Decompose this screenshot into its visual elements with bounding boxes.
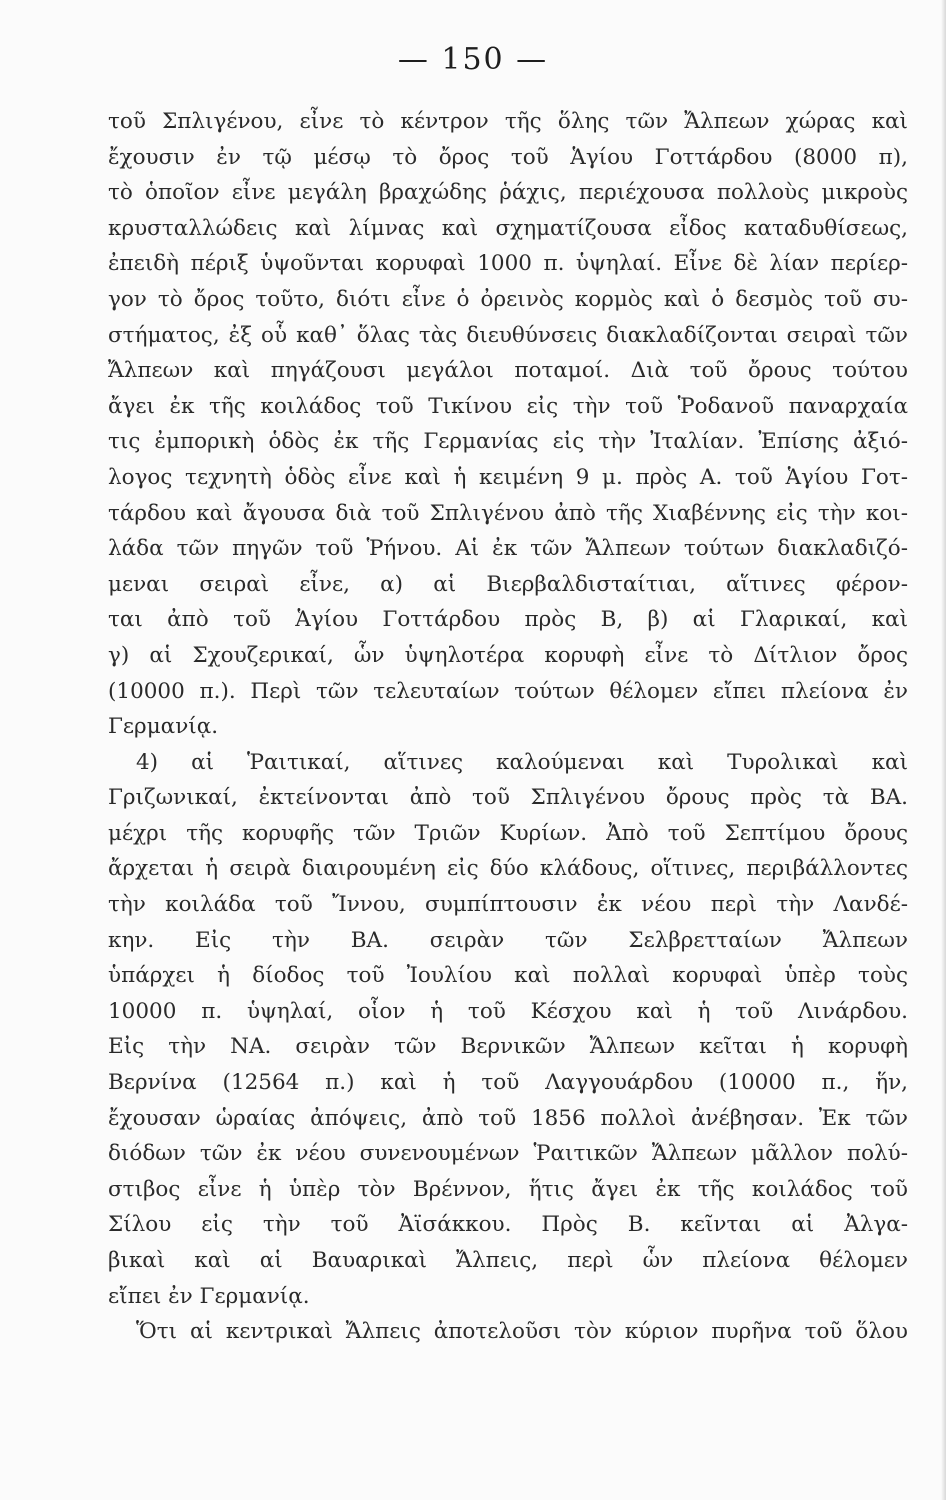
text-line: λογος τεχνητὴ ὁδὸς εἶνε καὶ ἡ κειμένη 9 μ. πρὸς Α. τοῦ Ἁγίου Γοτ- (108, 464, 908, 490)
text-line: μεναι σειραὶ εἶνε, α) αἱ Βιερβαλδισταίτιαι, αἵτινες φέρον- (108, 571, 908, 597)
text-line: Γριζωνικαί, ἐκτείνονται ἀπὸ τοῦ Σπλιγένου ὄρους πρὸς τὰ ΒΑ. (108, 785, 908, 811)
text-line: 4) αἱ Ῥαιτικαί, αἵτινες καλούμεναι καὶ Τυρολικαὶ καὶ (136, 749, 908, 775)
text-line: ἄρχεται ἡ σειρὰ διαιρουμένη εἰς δύο κλάδους, οἵτινες, περιβάλλοντες (108, 856, 908, 882)
page-number: — 150 — (397, 42, 549, 77)
text-line: (10000 π.). Περὶ τῶν τελευταίων τούτων θέλομεν εἴπει πλείονα ἐν (108, 678, 908, 704)
text-line: τὴν κοιλάδα τοῦ Ἴννου, συμπίπτουσιν ἐκ νέου περὶ τὴν Λανδέ- (108, 892, 908, 918)
text-line: ἔχουσαν ὡραίας ἀπόψεις, ἀπὸ τοῦ 1856 πολλοὶ ἀνέβησαν. Ἐκ τῶν (108, 1105, 908, 1131)
text-line: κην. Εἰς τὴν ΒΑ. σειρὰν τῶν Σελβρετταίων Ἄλπεων (108, 927, 908, 953)
text-line: βικαὶ καὶ αἱ Βαυαρικαὶ Ἄλπεις, περὶ ὧν πλείονα θέλομεν (108, 1248, 908, 1273)
text-line: μέχρι τῆς κορυφῆς τῶν Τριῶν Κυρίων. Ἀπὸ τοῦ Σεπτίμου ὄρους (108, 820, 908, 846)
text-line: γον τὸ ὄρος τοῦτο, διότι εἶνε ὁ ὀρεινὸς κορμὸς καὶ ὁ δεσμὸς τοῦ συ- (108, 286, 908, 312)
text-line: Γερμανίᾳ. (108, 714, 219, 740)
text-line: 10000 π. ὑψηλαί, οἷον ἡ τοῦ Κέσχου καὶ ἡ τοῦ Λινάρδου. (108, 998, 908, 1024)
text-line: κρυσταλλώδεις καὶ λίμνας καὶ σχηματίζουσα εἶδος καταδυθίσεως, (108, 215, 908, 241)
text-line: ἔχουσιν ἐν τῷ μέσῳ τὸ ὄρος τοῦ Ἁγίου Γοττάρδου (8000 π), (108, 144, 908, 170)
text-line: Ὅτι αἱ κεντρικαὶ Ἄλπεις ἀποτελοῦσι τὸν κύριον πυρῆνα τοῦ ὅλου (136, 1319, 908, 1345)
text-line: Βερνίνα (12564 π.) καὶ ἡ τοῦ Λαγγουάρδου (10000 π., ἥν, (108, 1070, 908, 1096)
text-line: στήματος, ἐξ οὗ καθ᾽ ὅλας τὰς διευθύνσεις διακλαδίζονται σειραὶ τῶν (108, 322, 908, 348)
text-line: τὸ ὁποῖον εἶνε μεγάλη βραχώδης ῥάχις, περιέχουσα πολλοὺς μικροὺς (108, 180, 908, 206)
text-line: ὑπάρχει ἡ δίοδος τοῦ Ἰουλίου καὶ πολλαὶ κορυφαὶ ὑπὲρ τοὺς (108, 963, 908, 989)
text-line: διόδων τῶν ἐκ νέου συνενουμένων Ῥαιτικῶν Ἄλπεων μᾶλλον πολύ- (108, 1141, 908, 1167)
text-line: τάρδου καὶ ἄγουσα διὰ τοῦ Σπλιγένου ἀπὸ τῆς Χιαβέννης εἰς τὴν κοι- (108, 500, 908, 526)
text-line: Εἰς τὴν ΝΑ. σειρὰν τῶν Βερνικῶν Ἄλπεων κεῖται ἡ κορυφὴ (108, 1034, 908, 1060)
body-text (108, 104, 908, 1350)
text-line: λάδα τῶν πηγῶν τοῦ Ῥήνου. Αἱ ἐκ τῶν Ἄλπεων τούτων διακλαδιζό- (108, 536, 908, 562)
text-line: τις ἐμπορικὴ ὁδὸς ἐκ τῆς Γερμανίας εἰς τὴν Ἰταλίαν. Ἐπίσης ἀξιό- (108, 429, 908, 455)
scan-edge-shadow (941, 0, 946, 1500)
text-line: εἴπει ἐν Γερμανίᾳ. (108, 1283, 310, 1309)
text-line: ἄγει ἐκ τῆς κοιλάδος τοῦ Τικίνου εἰς τὴν τοῦ Ῥοδανοῦ παναρχαία (108, 393, 908, 419)
text-line: Σίλου εἰς τὴν τοῦ Ἀϊσάκκου. Πρὸς Β. κεῖνται αἱ Ἀλγα- (108, 1212, 908, 1238)
text-line: τοῦ Σπλιγένου, εἶνε τὸ κέντρον τῆς ὅλης τῶν Ἄλπεων χώρας καὶ (108, 109, 908, 134)
text-line: Ἄλπεων καὶ πηγάζουσι μεγάλοι ποταμοί. Διὰ τοῦ ὄρους τούτου (108, 358, 908, 384)
text-line: γ) αἱ Σχουζερικαί, ὧν ὑψηλοτέρα κορυφὴ εἶνε τὸ Δίτλιον ὄρος (108, 642, 908, 668)
text-line: ἐπειδὴ πέριξ ὑψοῦνται κορυφαὶ 1000 π. ὑψηλαί. Εἶνε δὲ λίαν περίερ- (108, 251, 908, 277)
text-line: ται ἀπὸ τοῦ Ἁγίου Γοττάρδου πρὸς Β, β) αἱ Γλαρικαί, καὶ (108, 607, 908, 633)
text-line: στιβος εἶνε ἡ ὑπὲρ τὸν Βρέννον, ἥτις ἄγει ἐκ τῆς κοιλάδος τοῦ (108, 1176, 908, 1202)
